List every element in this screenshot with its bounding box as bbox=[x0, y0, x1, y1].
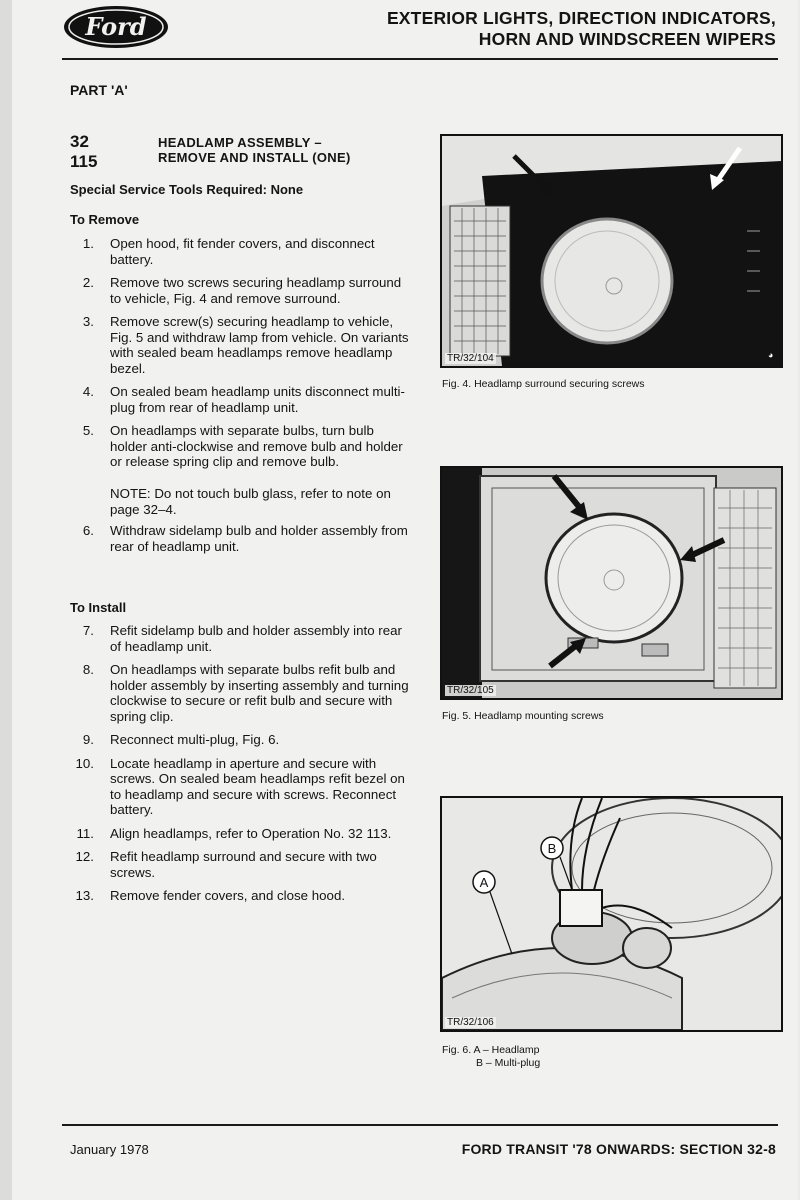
ford-logo bbox=[62, 4, 170, 50]
step-text: Remove screw(s) securing headlamp to vehicle, Fig. 5 and withdraw lamp from vehicle. On variants with sealed beam headlamps remove headlamp bezel. bbox=[110, 314, 409, 376]
step-item bbox=[70, 314, 410, 376]
install-steps bbox=[70, 623, 410, 912]
page-title bbox=[387, 8, 776, 50]
title-line-2: HORN AND WINDSCREEN WIPERS bbox=[478, 29, 776, 49]
figure-5-illustration bbox=[442, 468, 781, 698]
remove-steps bbox=[70, 236, 410, 478]
remove-heading: To Remove bbox=[70, 212, 140, 227]
step-item bbox=[70, 423, 410, 470]
figure-5-ref: TR/32/105 bbox=[447, 685, 494, 696]
step-text: Align headlamps, refer to Operation No. 32 113. bbox=[110, 825, 392, 841]
figure-4-illustration bbox=[442, 136, 781, 366]
figure-6-caption-line-1: Fig. 6. A – Headlamp bbox=[442, 1044, 540, 1056]
figure-6 bbox=[440, 796, 783, 1032]
step-item bbox=[70, 826, 410, 842]
step-text: Refit sidelamp bulb and holder assembly into rear of headlamp unit. bbox=[110, 623, 402, 654]
step-number: 6. bbox=[82, 523, 94, 538]
step-item bbox=[70, 384, 410, 415]
callout-b: B bbox=[547, 841, 557, 856]
operation-title bbox=[158, 135, 418, 165]
title-line-1: EXTERIOR LIGHTS, DIRECTION INDICATORS, bbox=[386, 8, 776, 28]
operation-title-line-2: REMOVE AND INSTALL (ONE) bbox=[158, 150, 351, 165]
figure-6-illustration bbox=[442, 798, 781, 1030]
figure-5-caption: Fig. 5. Headlamp mounting screws bbox=[442, 710, 604, 722]
step-text: On sealed beam headlamp units disconnect multi-plug from rear of headlamp unit. bbox=[110, 384, 405, 415]
figure-6-caption bbox=[442, 1044, 540, 1070]
step-text: Remove fender covers, and close hood. bbox=[110, 888, 346, 903]
step-number: 8. bbox=[82, 662, 94, 677]
step-number: 5. bbox=[82, 423, 94, 438]
step-text: Locate headlamp in aperture and secure with screws. On sealed beam headlamps refit bezel on to headlamp and secure with screws. Reconnect battery. bbox=[110, 755, 405, 817]
step-item bbox=[70, 662, 410, 724]
step-number: 2. bbox=[82, 275, 94, 290]
footer-section: FORD TRANSIT '78 ONWARDS: SECTION 32-8 bbox=[461, 1141, 776, 1157]
step-number: 4. bbox=[82, 384, 94, 399]
figure-6-caption-line-2: B – Multi-plug bbox=[476, 1057, 541, 1069]
step-text: On headlamps with separate bulbs, turn bulb holder anti-clockwise and remove bulb and holder or release spring clip and remove bulb. bbox=[110, 423, 403, 469]
scan-edge bbox=[0, 0, 12, 1200]
step-text: Reconnect multi-plug, Fig. 6. bbox=[110, 732, 280, 747]
step-item bbox=[70, 623, 410, 654]
step-text: Withdraw sidelamp bulb and holder assembly from rear of headlamp unit. bbox=[110, 523, 408, 554]
step-item bbox=[70, 236, 410, 267]
special-tools: Special Service Tools Required: None bbox=[70, 182, 304, 197]
step-number: 13. bbox=[75, 888, 94, 903]
step-number: 12. bbox=[75, 849, 94, 864]
install-heading: To Install bbox=[70, 600, 127, 615]
callout-a: A bbox=[479, 875, 489, 890]
step-number: 1. bbox=[82, 236, 94, 251]
part-label: PART 'A' bbox=[70, 82, 128, 98]
step-item bbox=[70, 523, 410, 554]
header-rule bbox=[62, 58, 778, 60]
step-text: Open hood, fit fender covers, and disconnect battery. bbox=[110, 236, 375, 267]
svg-text:◕: ◕ bbox=[768, 350, 774, 360]
step-number: 10. bbox=[75, 755, 94, 771]
step-item bbox=[70, 732, 410, 748]
figure-4 bbox=[440, 134, 783, 368]
step-text: On headlamps with separate bulbs refit bulb and holder assembly by inserting assembly and turning clockwise to secure or refit bulb and secure with spring clip. bbox=[110, 662, 409, 724]
step-number: 11. bbox=[76, 825, 94, 841]
note: NOTE: Do not touch bulb glass, refer to note on page 32–4. bbox=[110, 486, 391, 517]
step-item bbox=[70, 849, 410, 880]
step-number: 7. bbox=[82, 623, 94, 638]
step-number: 9. bbox=[82, 732, 94, 747]
footer-rule bbox=[62, 1124, 778, 1126]
operation-number: 32 115 bbox=[70, 132, 98, 171]
step-number: 3. bbox=[82, 314, 94, 329]
step-item bbox=[70, 756, 410, 818]
step-item bbox=[70, 888, 410, 904]
figure-6-ref: TR/32/106 bbox=[447, 1017, 494, 1028]
operation-title-line-1: HEADLAMP ASSEMBLY – bbox=[158, 135, 322, 150]
figure-4-ref: TR/32/104 bbox=[447, 353, 494, 364]
footer-date: January 1978 bbox=[70, 1142, 149, 1157]
remove-steps-continued bbox=[70, 523, 410, 562]
step-item bbox=[70, 275, 410, 306]
ford-logo-text: Ford bbox=[85, 12, 147, 41]
step-text: Remove two screws securing headlamp surround to vehicle, Fig. 4 and remove surround. bbox=[110, 275, 402, 306]
figure-5 bbox=[440, 466, 783, 700]
figure-4-caption: Fig. 4. Headlamp surround securing screws bbox=[442, 378, 645, 390]
step-text: Refit headlamp surround and secure with two screws. bbox=[110, 849, 377, 880]
